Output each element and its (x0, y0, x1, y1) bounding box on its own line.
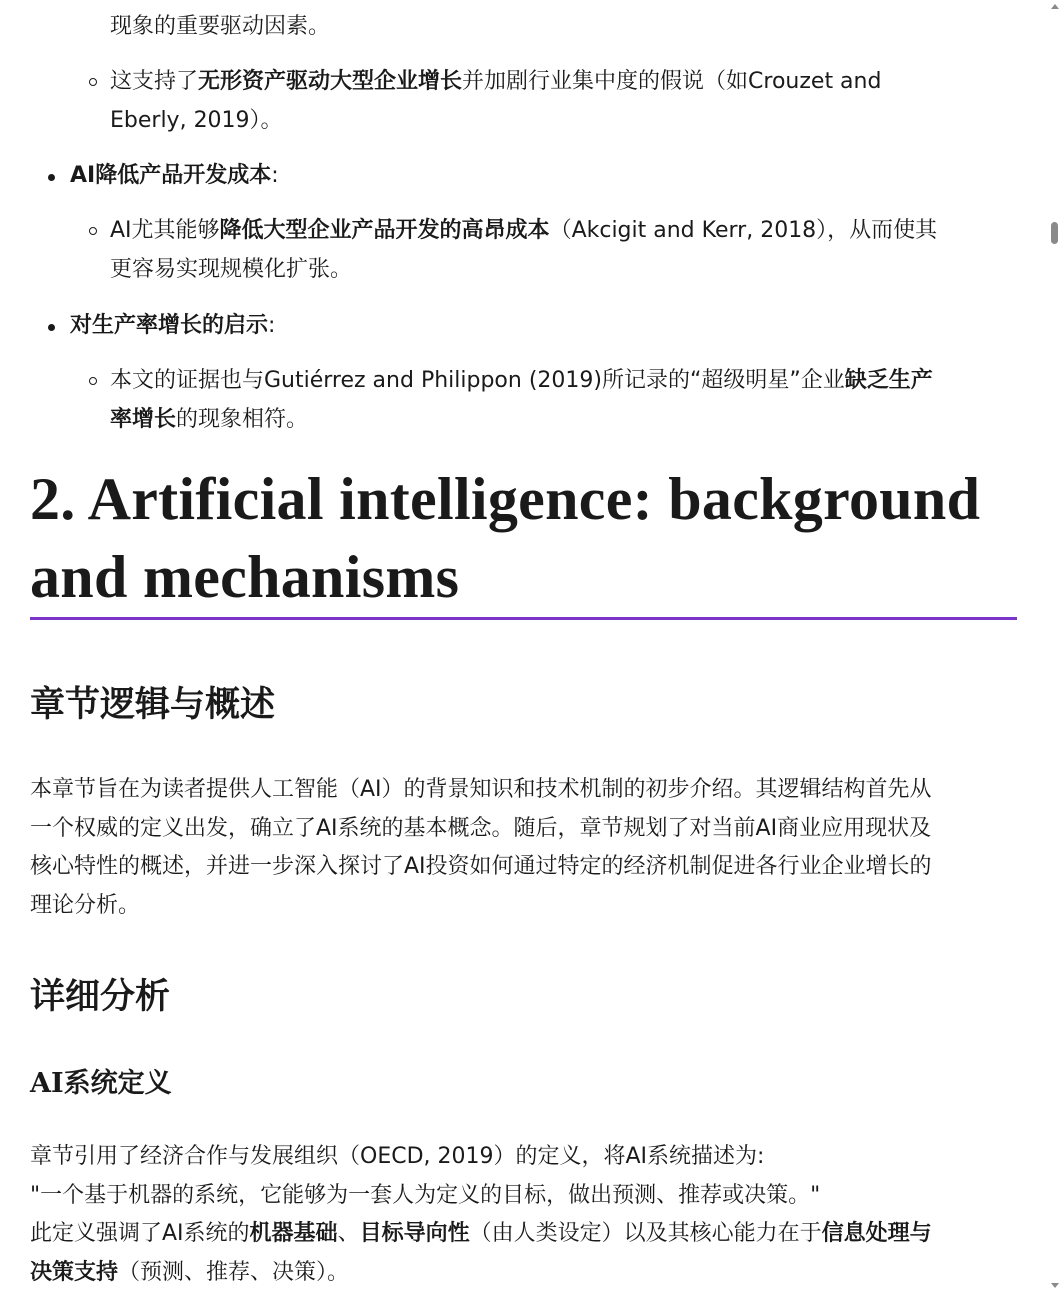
circle-bullet-icon (89, 377, 97, 385)
bold-segment: 无形资产驱动大型企业增长 (198, 69, 463, 94)
sub-list-item-support (110, 63, 1016, 140)
scrollbar-thumb[interactable] (1051, 222, 1058, 244)
bold-segment: 降低大型企业产品开发的高昂成本 (219, 218, 550, 243)
section-title-line2: and mechanisms (30, 544, 460, 610)
list-item-text: 现象的重要驱动因素。 (110, 14, 331, 39)
text-segment: AI尤其能够 (110, 218, 220, 243)
bold-segment: 对生产率增长的启示 (70, 313, 269, 338)
paragraph-line: 章节引用了经济合作与发展组织（OECD, 2019）的定义，将AI系统描述为: (30, 1144, 765, 1169)
section-title (30, 460, 1016, 616)
bold-segment: 决策支持 (30, 1259, 119, 1285)
sub-list-item-text-line1 (110, 212, 1016, 251)
bold-segment: 目标导向性 (359, 1221, 470, 1246)
paragraph-line: 一个权威的定义出发，确立了AI系统的基本概念。随后，章节规划了对当前AI商业应用现状及 (30, 815, 932, 841)
vertical-scrollbar[interactable] (1048, 0, 1062, 1292)
definition-subheading: AI系统定义 (30, 1068, 172, 1099)
text-segment: 的现象相符。 (176, 406, 309, 432)
bullet-icon (48, 174, 55, 181)
circle-bullet-icon (89, 227, 97, 235)
text-segment: 本文的证据也与Gutiérrez and Philippon (2019)所记录的“超级明星”企业 (110, 368, 845, 393)
bold-segment: 缺乏生产 (844, 368, 933, 393)
scroll-down-icon[interactable] (1051, 1283, 1059, 1288)
paragraph-line (30, 1215, 1016, 1254)
text-segment: （由人类设定）以及其核心能力在于 (469, 1221, 822, 1246)
paragraph-line (30, 1254, 1016, 1292)
list-item-heading (70, 157, 1016, 196)
sub-list-item-text-line1 (110, 362, 1016, 401)
sub-list-item-ai-cost (110, 212, 1016, 289)
sub-list-item-productivity (110, 362, 1016, 439)
sub-list-item-text-line2: Eberly, 2019）。 (110, 107, 283, 133)
text-segment: 并加剧行业集中度的假说（如Crouzet and (462, 69, 882, 94)
bold-segment: AI降低产品开发成本 (70, 163, 272, 188)
definition-quote: "一个基于机器的系统，它能够为一套人为定义的目标，做出预测、推荐或决策。" (30, 1182, 821, 1208)
paragraph-line: 理论分析。 (30, 892, 141, 918)
section-title-line1: 2. Artificial intelligence: background (30, 466, 981, 532)
paragraph-line: 本章节旨在为读者提供人工智能（AI）的背景知识和技术机制的初步介绍。其逻辑结构首先从 (30, 777, 932, 802)
bold-segment: 机器基础 (249, 1221, 338, 1246)
circle-bullet-icon (89, 78, 97, 86)
bold-segment: 率增长 (110, 406, 177, 432)
overview-paragraph (30, 771, 1016, 925)
sub-list-item-text-line2: 更容易实现规模化扩张。 (110, 256, 353, 282)
list-item-productivity (70, 307, 1016, 346)
text-segment: : (271, 163, 279, 188)
bold-segment: 信息处理与 (821, 1221, 932, 1246)
definition-paragraph (30, 1138, 1016, 1292)
section-title-underline (30, 617, 1017, 620)
text-segment: 这支持了 (110, 69, 199, 94)
scroll-up-icon[interactable] (1051, 4, 1059, 9)
sub-list-item-text-line1 (110, 63, 1016, 102)
overview-heading: 章节逻辑与概述 (30, 684, 276, 725)
text-segment: （预测、推荐、决策）。 (118, 1259, 350, 1285)
text-segment: 此定义强调了AI系统的 (30, 1221, 250, 1246)
list-item-continuation (110, 8, 1016, 47)
list-item-ai-cost (70, 157, 1016, 196)
bullet-icon (48, 324, 55, 331)
sub-list-item-text-line2 (110, 401, 1016, 440)
text-segment: 、 (337, 1221, 360, 1246)
paragraph-line: 核心特性的概述，并进一步深入探讨了AI投资如何通过特定的经济机制促进各行业企业增长的 (30, 854, 932, 879)
list-item-heading (70, 307, 1016, 346)
text-segment: : (268, 313, 276, 338)
text-segment: （Akcigit and Kerr, 2018），从而使其 (549, 218, 938, 243)
detail-heading: 详细分析 (30, 976, 171, 1017)
